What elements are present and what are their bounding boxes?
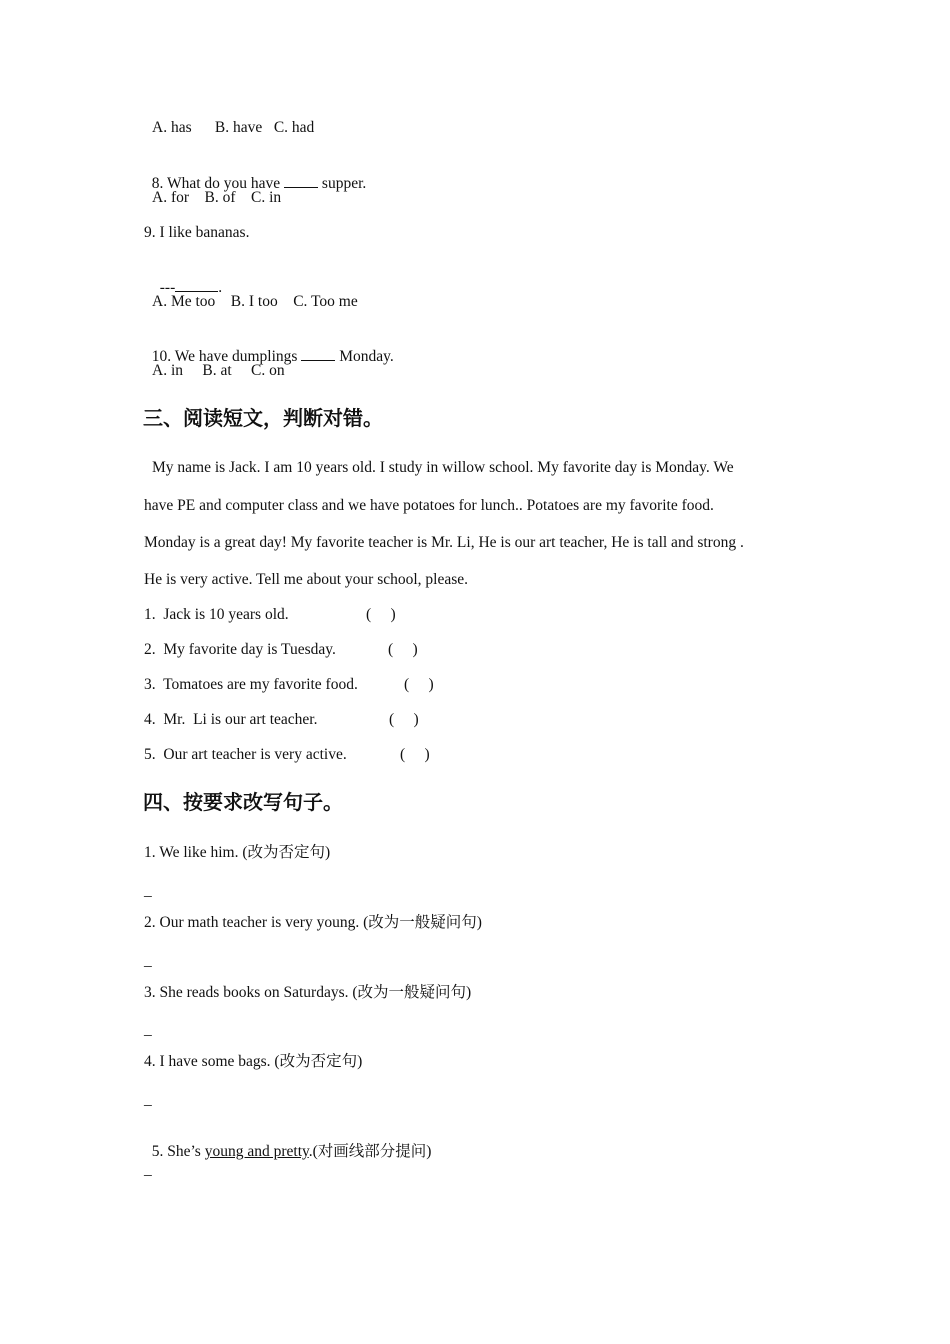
passage-line-4: He is very active. Tell me about your school, please. [144, 571, 469, 588]
q10-text-after: Monday. [335, 348, 394, 365]
rewrite-item-4: 4. I have some bags. (改为否定句) [144, 1053, 363, 1070]
rewrite-answer-3[interactable]: _ [144, 1021, 152, 1038]
rewrite-item-3: 3. She reads books on Saturdays. (改为一般疑问句) [144, 984, 472, 1001]
item-5-text-before: 5. She’s [151, 1143, 205, 1160]
statement-4-answer-box[interactable]: ( ) [389, 711, 419, 728]
q7-options: A. has B. have C. had [152, 119, 315, 136]
section-4-title: 四、按要求改写句子。 [143, 790, 343, 814]
statement-3-answer-box[interactable]: ( ) [404, 676, 434, 693]
statement-3: 3. Tomatoes are my favorite food. [144, 676, 358, 693]
passage-line-1: My name is Jack. I am 10 years old. I study in willow school. My favorite day is Monday. We [152, 459, 734, 476]
rewrite-answer-2[interactable]: _ [144, 952, 152, 969]
q9-reply-end: . [218, 279, 223, 296]
q8-blank [284, 173, 318, 188]
item-5-underlined-text: young and pretty [204, 1143, 309, 1160]
q9-blank [175, 277, 218, 292]
rewrite-item-5 [144, 1122, 431, 1162]
rewrite-answer-5[interactable]: _ [144, 1161, 152, 1178]
q9-options: A. Me too B. I too C. Too me [152, 293, 358, 310]
statement-1: 1. Jack is 10 years old. [144, 606, 289, 623]
rewrite-item-2: 2. Our math teacher is very young. (改为一般疑问句) [144, 914, 482, 931]
statement-5-answer-box[interactable]: ( ) [400, 746, 430, 763]
q8-text-before: 8. What do you have [151, 175, 285, 192]
passage-line-2: have PE and computer class and we have potatoes for lunch.. Potatoes are my favorite food. [144, 497, 714, 514]
q9-reply-prefix: --- [159, 279, 176, 296]
rewrite-answer-4[interactable]: _ [144, 1091, 152, 1108]
q8-options: A. for B. of C. in [152, 189, 282, 206]
rewrite-answer-1[interactable]: _ [144, 882, 152, 899]
q10-text-before: 10. We have dumplings [151, 348, 302, 365]
q8-text-after: supper. [318, 175, 367, 192]
statement-4: 4. Mr. Li is our art teacher. [144, 711, 318, 728]
passage-line-3: Monday is a great day! My favorite teacher is Mr. Li, He is our art teacher, He is tall and strong . [144, 534, 744, 551]
q10-options: A. in B. at C. on [152, 362, 285, 379]
item-5-text-after: .(对画线部分提问) [308, 1143, 432, 1160]
statement-1-answer-box[interactable]: ( ) [366, 606, 396, 623]
question-9: 9. I like bananas. [144, 224, 250, 241]
statement-5: 5. Our art teacher is very active. [144, 746, 347, 763]
statement-2-answer-box[interactable]: ( ) [388, 641, 418, 658]
q10-blank [301, 346, 335, 361]
statement-2: 2. My favorite day is Tuesday. [144, 641, 336, 658]
rewrite-item-1: 1. We like him. (改为否定句) [144, 844, 331, 861]
section-3-title: 三、阅读短文，判断对错。 [143, 406, 383, 430]
